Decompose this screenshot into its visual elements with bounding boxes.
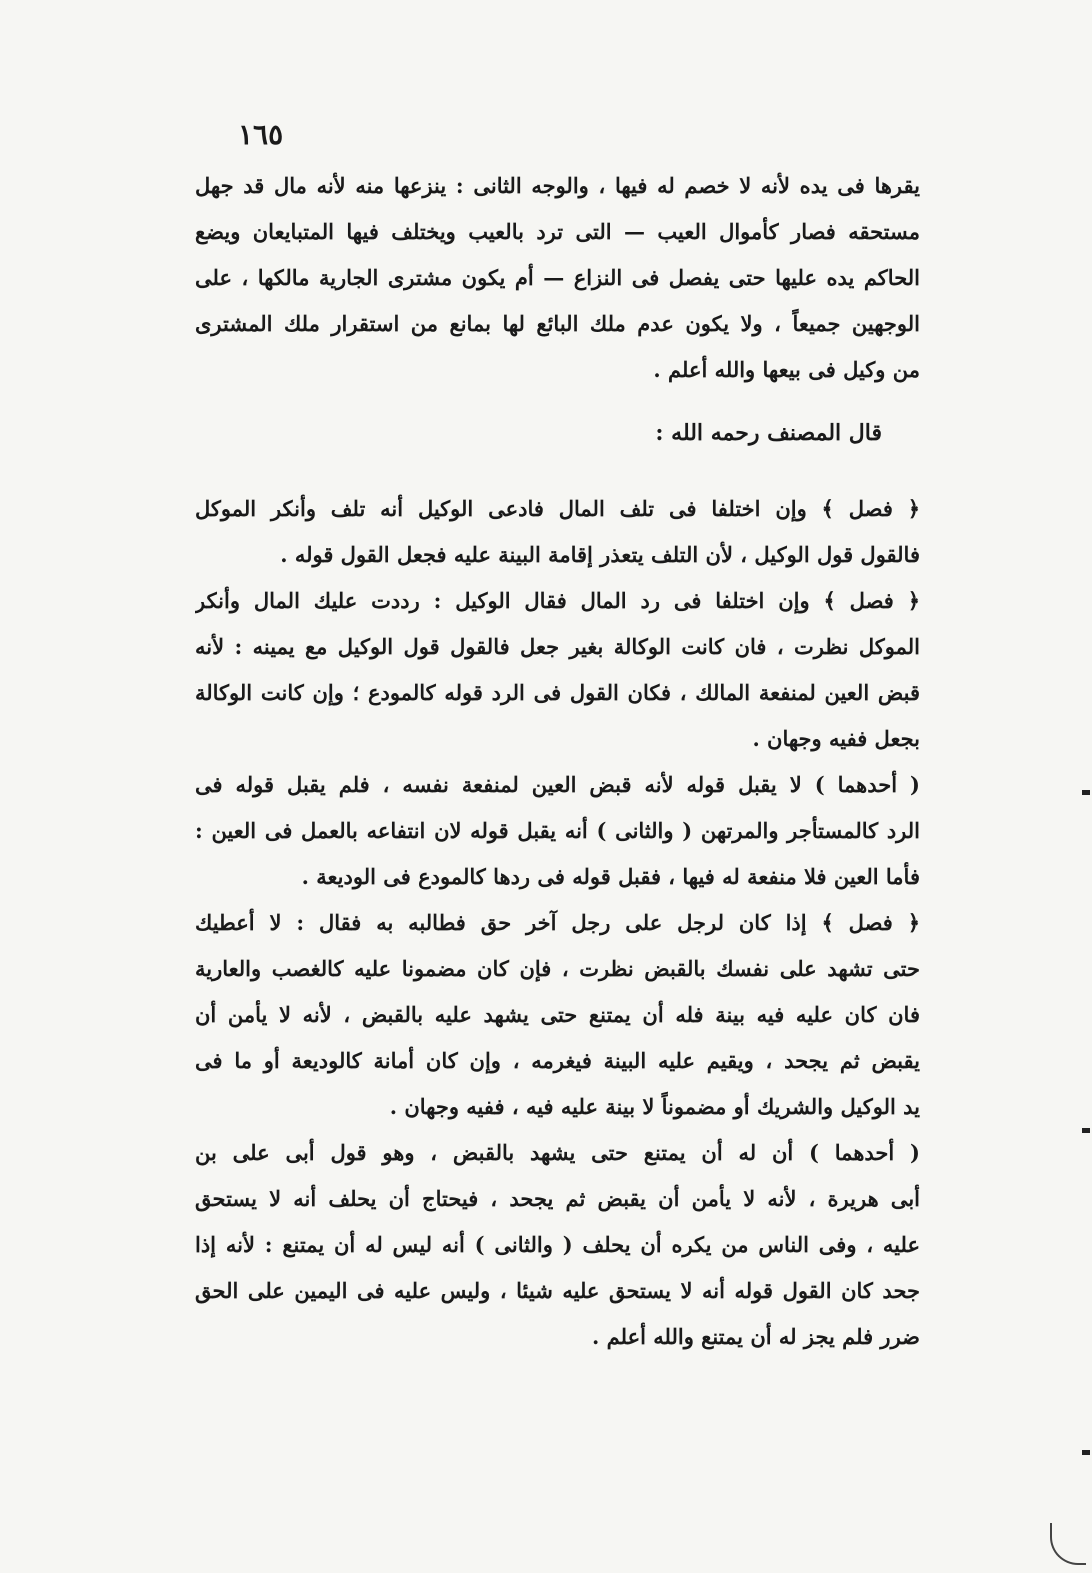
scan-edge-mark [1082,1128,1090,1133]
text-line: ﴿ فصل ﴾ إذا كان لرجل على رجل آخر حق فطالبه به فقال : لا أعطيك [195,910,920,935]
text-line: ضرر فلم يجز له أن يمتنع والله أعلم . [592,1324,920,1349]
text-line: قبض العين لمنفعة المالك ، فكان القول فى الرد قوله كالمودع ؛ وإن كانت الوكالة [195,680,920,705]
scan-edge-mark [1082,1450,1090,1455]
text-line: فأما العين فلا منفعة له فيها ، فقبل قوله فى ردها كالمودع فى الوديعة . [301,864,920,889]
text-line: فالقول قول الوكيل ، لأن التلف يتعذر إقامة البينة عليه فجعل القول قوله . [280,542,920,567]
text-line: ( أحدهما ) أن له أن يمتنع حتى يشهد بالقبض ، وهو قول أبى على بن [195,1140,920,1165]
text-line: من وكيل فى بيعها والله أعلم . [653,357,920,382]
text-line: ﴿ فصل ﴾ وإن اختلفا فى تلف المال فادعى الوكيل أنه تلف وأنكر الموكل [195,496,920,521]
text-line: جحد كان القول قوله أنه لا يستحق عليه شيئا ، وليس عليه فى اليمين على الحق [195,1278,920,1303]
text-line: يقبض ثم يجحد ، ويقيم عليه البينة فيغرمه ، وإن كان أمانة كالوديعة أو ما فى [195,1048,920,1073]
page-number: ١٦٥ [238,118,284,151]
scan-edge-mark [1082,790,1090,795]
text-line: فان كان عليه فيه بينة فله أن يمتنع حتى يشهد عليه بالقبض ، لأنه لا يأمن أن [195,1002,920,1027]
commentary-paragraph [195,163,920,393]
page-corner-curl [1050,1523,1086,1565]
main-text [195,486,920,1360]
text-line: الوجهين جميعاً ، ولا يكون عدم ملك البائع لها بمانع من استقرار ملك المشترى [195,311,920,336]
text-line: أبى هريرة ، لأنه لا يأمن أن يقبض ثم يجحد ، فيحتاج أن يحلف أنه لا يستحق [195,1186,920,1211]
text-line: ﴿ فصل ﴾ وإن اختلفا فى رد المال فقال الوكيل : رددت عليك المال وأنكر [195,588,920,613]
section-heading: قال المصنف رحمه الله : [655,420,882,446]
text-line: حتى تشهد على نفسك بالقبض نظرت ، فإن كان مضمونا عليه كالغصب والعارية [195,956,920,981]
text-line: بجعل ففيه وجهان . [752,726,920,751]
text-line: مستحقه فصار كأموال العيب — التى ترد بالعيب ويختلف فيها المتبايعان ويضع [195,219,920,244]
text-line: الحاكم يده عليها حتى يفصل فى النزاع — أم يكون مشترى الجارية مالكها ، على [195,265,920,290]
text-line: يد الوكيل والشريك أو مضموناً لا بينة عليه فيه ، ففيه وجهان . [389,1094,920,1119]
text-line: الموكل نظرت ، فان كانت الوكالة بغير جعل فالقول قول الوكيل مع يمينه : لأنه [195,634,920,659]
text-line: يقرها فى يده لأنه لا خصم له فيها ، والوجه الثانى : ينزعها منه لأنه مال قد جهل [195,173,920,198]
text-line: ( أحدهما ) لا يقبل قوله لأنه قبض العين لمنفعة نفسه ، فلم يقبل قوله فى [195,772,920,797]
text-line: الرد كالمستأجر والمرتهن ( والثانى ) أنه يقبل قوله لان انتفاعه بالعمل فى العين : [195,818,920,843]
text-line: عليه ، وفى الناس من يكره أن يحلف ( والثانى ) أنه ليس له أن يمتنع : لأنه إذا [195,1232,920,1257]
